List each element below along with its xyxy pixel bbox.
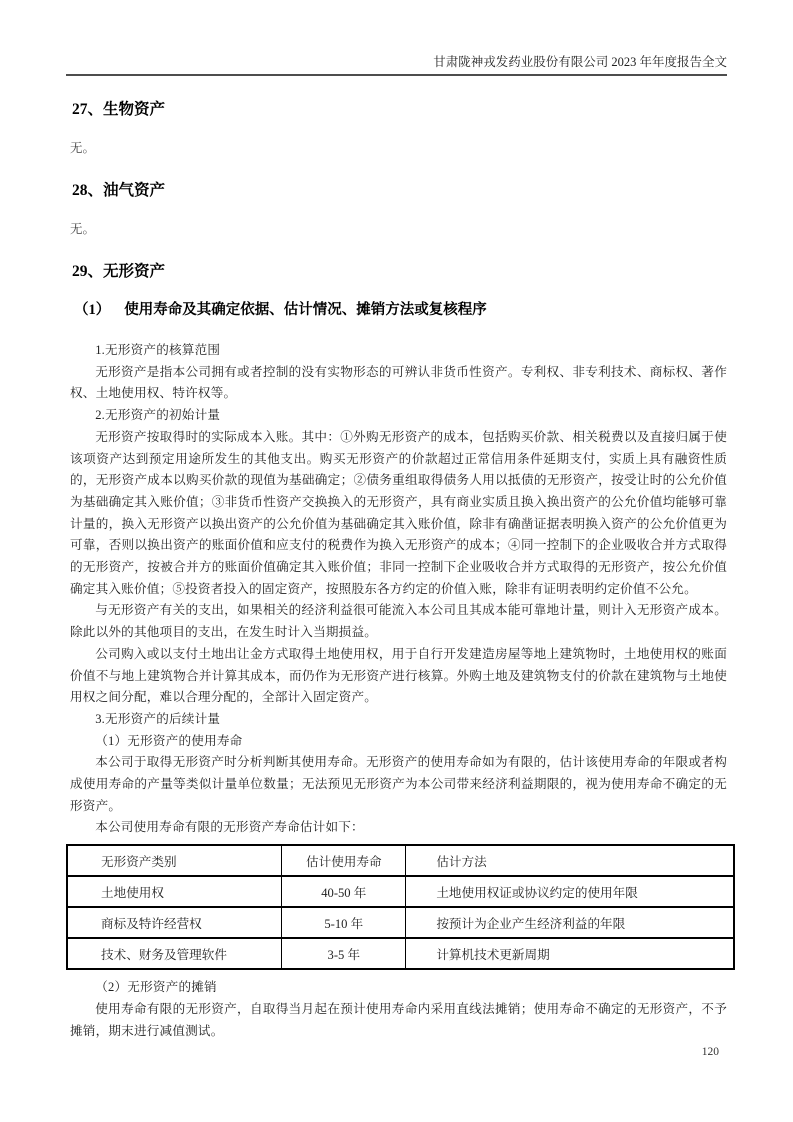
cell-method: 计算机技术更新周期 — [406, 938, 734, 969]
subsection-number: （1） — [74, 302, 111, 318]
paragraph-land-use-right: 公司购入或以支付土地出让金方式取得土地使用权，用于自行开发建造房屋等地上建筑物时，土地使用权的账面价值不与地上建筑物合并计算其成本，而仍作为无形资产进行核算。外购土地及建筑物支付的价款在建筑物与土地使用权之间分配，难以合理分配的，全部计入固定资产。 — [70, 646, 727, 705]
paragraph-scope: 无形资产是指本公司拥有或者控制的没有实物形态的可辨认非货币性资产。专利权、非专利技术、商标权、著作权、土地使用权、特许权等。 — [70, 364, 727, 401]
useful-life-table — [66, 844, 735, 970]
table-header-estimated-life: 估计使用寿命 — [282, 845, 406, 876]
cell-estimated-life: 40-50 年 — [282, 876, 406, 907]
paragraph-amortization: 使用寿命有限的无形资产，自取得当月起在预计使用寿命内采用直线法摊销；使用寿命不确定的无形资产，不予摊销，期末进行减值测试。 — [70, 1001, 727, 1038]
subsection-body — [66, 340, 727, 839]
paragraph-useful-life: 本公司于取得无形资产时分析判断其使用寿命。无形资产的使用寿命如为有限的，估计该使用寿命的年限或者构成使用寿命的产量等类似计量单位数量；无法预见无形资产为本公司带来经济利益期限的，视为使用寿命不确定的无形资产。 — [70, 755, 727, 813]
paragraph-initial-measure-title: 2.无形资产的初始计量 — [95, 408, 221, 423]
cell-category: 土地使用权 — [67, 876, 282, 907]
section-body-oil-gas: 无。 — [70, 222, 96, 236]
section-heading-biological: 27、生物资产 — [72, 101, 166, 118]
table-row-trademark — [67, 907, 734, 938]
paragraph-related-expense: 与无形资产有关的支出，如果相关的经济利益很可能流入本公司且其成本能可靠地计量，则计入无形资产成本。除此以外的其他项目的支出，在发生时计入当期损益。 — [70, 603, 727, 640]
subsection-heading — [74, 301, 727, 320]
paragraph-amortization-title: （2）无形资产的摊销 — [95, 980, 217, 995]
table-header-category: 无形资产类别 — [67, 845, 282, 876]
paragraph-subsequent-measure-title: 3.无形资产的后续计量 — [95, 711, 221, 726]
report-title: 甘肃陇神戎发药业股份有限公司 2023 年年度报告全文 — [433, 55, 727, 69]
cell-method: 土地使用权证或协议约定的使用年限 — [406, 876, 734, 907]
page-number: 120 — [701, 1046, 719, 1058]
subsection-title: 使用寿命及其确定依据、估计情况、摊销方法或复核程序 — [124, 302, 487, 318]
table-row-land-use — [67, 876, 734, 907]
table-header-method: 估计方法 — [406, 845, 734, 876]
cell-category: 商标及特许经营权 — [67, 907, 282, 938]
paragraph-scope-title: 1.无形资产的核算范围 — [95, 343, 221, 357]
cell-estimated-life: 3-5 年 — [282, 938, 406, 969]
section-heading-oil-gas: 28、油气资产 — [72, 182, 166, 199]
cell-estimated-life: 5-10 年 — [282, 907, 406, 938]
paragraph-table-intro: 本公司使用寿命有限的无形资产寿命估计如下： — [95, 820, 364, 835]
amortization-block — [66, 977, 727, 1042]
document-header — [66, 54, 727, 76]
cell-category: 技术、财务及管理软件 — [67, 938, 282, 969]
section-heading-intangible: 29、无形资产 — [72, 263, 166, 280]
cell-method: 按预计为企业产生经济利益的年限 — [406, 907, 734, 938]
paragraph-useful-life-title: （1）无形资产的使用寿命 — [95, 733, 243, 748]
table-row-software — [67, 938, 734, 969]
paragraph-initial-measure: 无形资产按取得时的实际成本入账。其中：①外购无形资产的成本，包括购买价款、相关税费以及直接归属于使该项资产达到预定用途所发生的其他支出。购买无形资产的价款超过正常信用条件延期支付，实质上具有融资性质的，无形资产成本以购买价款的现值为基础确定；②债务重组取得债务人用以抵债的无形资产，按受让时的公允价值为基础确定其入账价值；③非货币性资产交换换入的无形资产，具有商业实质且换入换出资产的公允价值均能够可靠计量的，换入无形资产以换出资产的公允价值为基础确定其入账价值，除非有确凿证据表明换入资产的公允价值更为可靠，否则以换出资产的账面价值和应支付的税费作为换入无形资产的成本；④同一控制下的企业吸收合并方式取得的无形资产，按被合并方的账面价值确定其入账价值；非同一控制下企业吸收合并方式取得的无形资产，按公允价值确定其入账价值；⑤投资者投入的固定资产，按照股东各方约定的价值入账，除非有证明表明约定价值不公允。 — [70, 429, 727, 596]
table-header-row — [67, 845, 734, 876]
section-body-biological: 无。 — [70, 141, 96, 155]
